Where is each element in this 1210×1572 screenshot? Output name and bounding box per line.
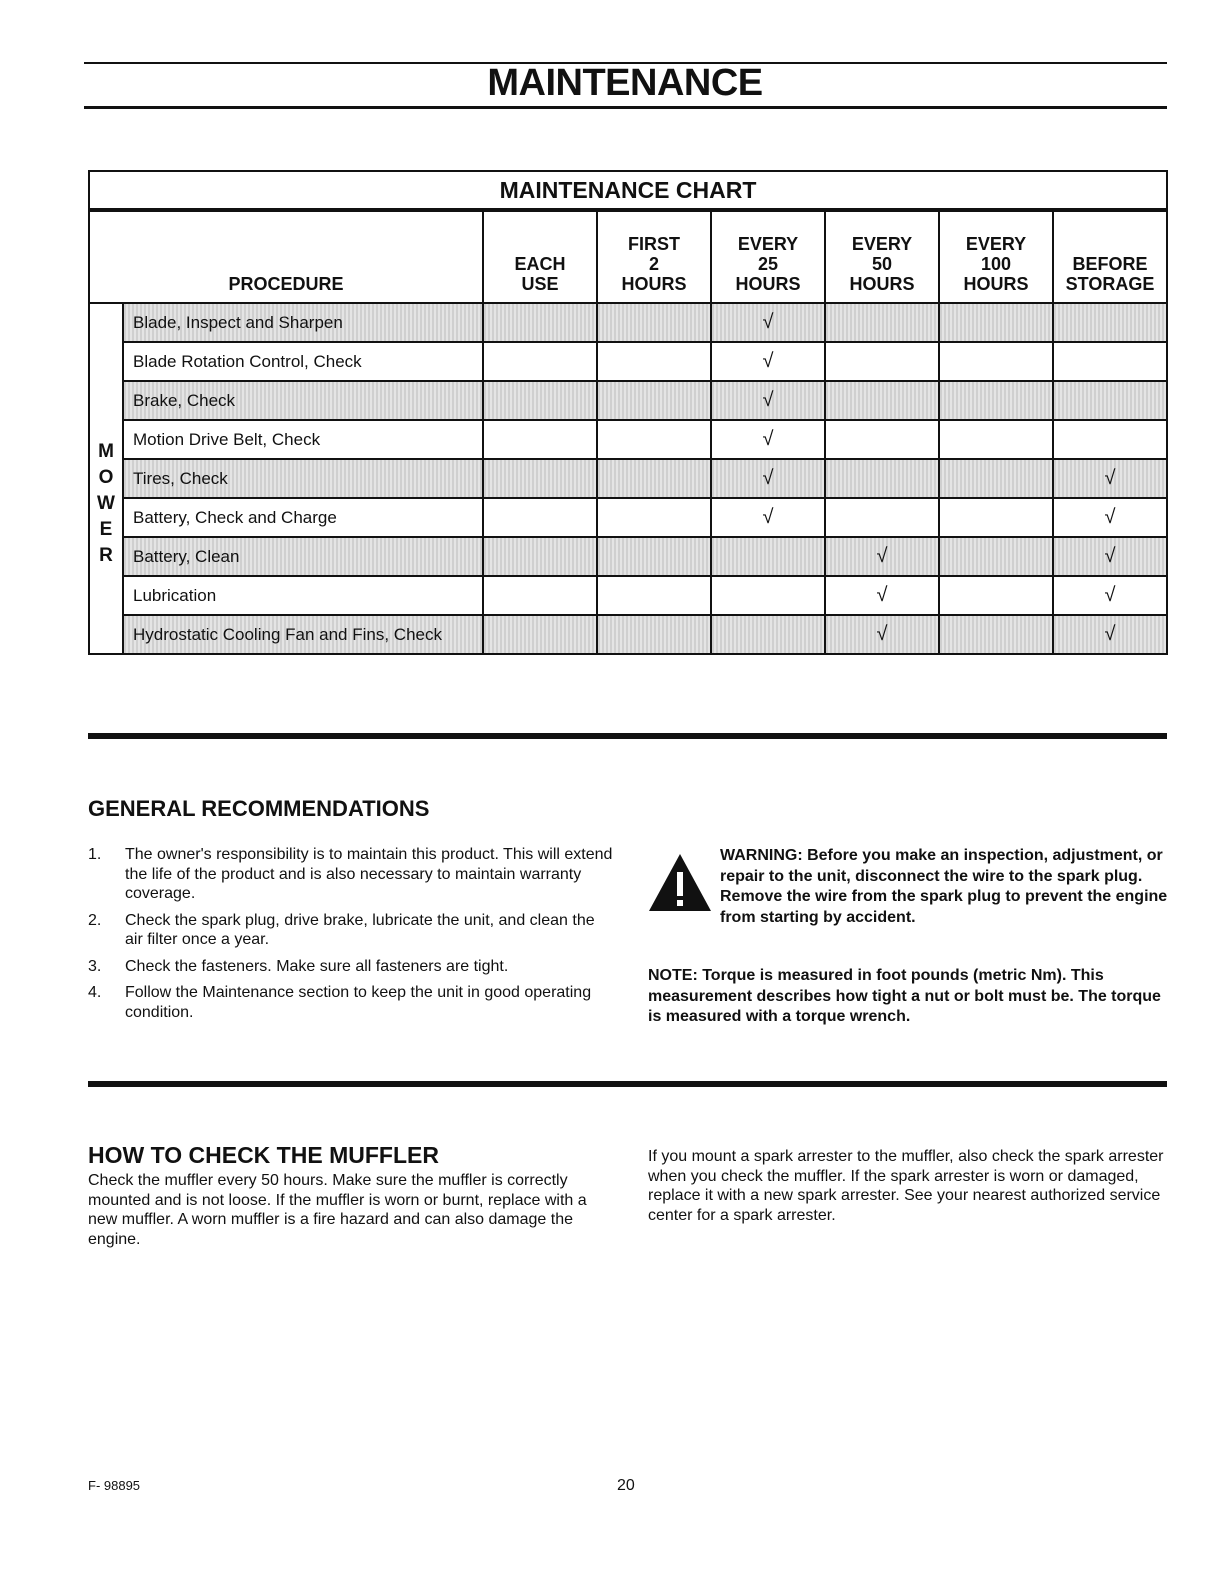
check-mark-cell — [483, 342, 597, 381]
item-text: Follow the Maintenance section to keep the unit in good operating condition. — [125, 984, 592, 1021]
column-header: EACH USE — [483, 210, 597, 303]
check-mark-cell — [939, 537, 1053, 576]
check-mark-cell: √ — [711, 498, 825, 537]
procedure-cell: Hydrostatic Cooling Fan and Fins, Check — [123, 615, 483, 654]
check-mark-cell: √ — [1053, 615, 1167, 654]
procedure-cell: Battery, Check and Charge — [123, 498, 483, 537]
check-mark-cell: √ — [1053, 537, 1167, 576]
item-text: Check the fasteners. Make sure all fasteners are tight. — [125, 957, 509, 975]
check-mark-cell — [825, 459, 939, 498]
chart-title: MAINTENANCE CHART — [89, 171, 1167, 210]
check-mark-cell: √ — [1053, 498, 1167, 537]
check-mark-cell — [483, 381, 597, 420]
check-mark-cell: √ — [711, 381, 825, 420]
procedure-cell: Blade, Inspect and Sharpen — [123, 303, 483, 342]
check-mark-cell: √ — [711, 459, 825, 498]
check-mark-cell — [711, 576, 825, 615]
muffler-text-left: Check the muffler every 50 hours. Make sure the muffler is correctly mounted and is not loose. If the muffler is worn or burnt, replace with a new muffler. A worn muffler is a fire hazard and can also damage the engine. — [88, 1172, 587, 1248]
item-number: 2. — [88, 911, 102, 929]
maintenance-chart — [88, 170, 1168, 655]
item-text: Check the spark plug, drive brake, lubricate the unit, and clean the air filter once a year. — [125, 911, 595, 948]
check-mark-cell — [597, 537, 711, 576]
table-row — [89, 303, 1167, 342]
check-mark-cell — [483, 615, 597, 654]
check-mark-cell — [1053, 303, 1167, 342]
torque-note: NOTE: Torque is measured in foot pounds (metric Nm). This measurement describes how tight a nut or bolt must be. The torque is measured with a torque wrench. — [648, 967, 1161, 1025]
check-mark-cell — [597, 381, 711, 420]
general-heading: GENERAL RECOMMENDATIONS — [88, 796, 430, 821]
check-mark-cell — [711, 537, 825, 576]
check-mark-cell — [825, 381, 939, 420]
list-item — [88, 911, 613, 950]
table-row — [89, 342, 1167, 381]
procedure-cell: Brake, Check — [123, 381, 483, 420]
section-rule-2 — [88, 1081, 1167, 1087]
section-rule — [88, 733, 1167, 739]
table-row — [89, 498, 1167, 537]
check-mark-cell: √ — [825, 537, 939, 576]
table-row — [89, 420, 1167, 459]
check-mark-cell — [597, 576, 711, 615]
procedure-cell: Battery, Clean — [123, 537, 483, 576]
check-mark-cell — [825, 498, 939, 537]
table-row — [89, 576, 1167, 615]
item-number: 4. — [88, 984, 102, 1001]
check-mark-cell — [939, 342, 1053, 381]
check-mark-cell: √ — [825, 576, 939, 615]
table-row — [89, 537, 1167, 576]
check-mark-cell — [597, 615, 711, 654]
procedure-cell: Motion Drive Belt, Check — [123, 420, 483, 459]
recommendations-list — [88, 845, 613, 1029]
check-mark-cell — [483, 537, 597, 576]
procedure-cell: Tires, Check — [123, 459, 483, 498]
muffler-heading: HOW TO CHECK THE MUFFLER — [88, 1142, 439, 1168]
check-mark-cell — [483, 303, 597, 342]
column-header: FIRST 2 HOURS — [597, 210, 711, 303]
table-row — [89, 381, 1167, 420]
check-mark-cell — [483, 459, 597, 498]
column-header: EVERY 25 HOURS — [711, 210, 825, 303]
check-mark-cell — [597, 459, 711, 498]
page-number: 20 — [617, 1477, 635, 1494]
column-header: EVERY 50 HOURS — [825, 210, 939, 303]
check-mark-cell — [939, 498, 1053, 537]
check-mark-cell — [939, 459, 1053, 498]
check-mark-cell — [483, 498, 597, 537]
item-number: 1. — [88, 846, 102, 863]
list-item — [88, 983, 613, 1022]
warning-triangle-icon — [648, 852, 712, 912]
check-mark-cell — [939, 381, 1053, 420]
check-mark-cell — [1053, 381, 1167, 420]
check-mark-cell — [939, 420, 1053, 459]
list-item — [88, 957, 613, 977]
check-mark-cell — [597, 342, 711, 381]
check-mark-cell — [483, 576, 597, 615]
check-mark-cell — [1053, 342, 1167, 381]
mower-group-label: M O W E R — [89, 303, 123, 654]
column-header: PROCEDURE — [89, 210, 483, 303]
check-mark-cell — [939, 615, 1053, 654]
check-mark-cell: √ — [711, 420, 825, 459]
check-mark-cell — [825, 342, 939, 381]
column-header: EVERY 100 HOURS — [939, 210, 1053, 303]
table-row — [89, 615, 1167, 654]
check-mark-cell: √ — [711, 303, 825, 342]
check-mark-cell: √ — [1053, 576, 1167, 615]
column-header: BEFORE STORAGE — [1053, 210, 1167, 303]
check-mark-cell: √ — [1053, 459, 1167, 498]
list-item — [88, 845, 613, 904]
check-mark-cell — [597, 303, 711, 342]
check-mark-cell — [1053, 420, 1167, 459]
muffler-text-right: If you mount a spark arrester to the muffler, also check the spark arrester when you check the muffler. If the spark arrester is worn or damaged, replace it with a new spark arrester. See your nearest authorized service center for a spark arrester. — [648, 1148, 1164, 1224]
check-mark-cell — [597, 420, 711, 459]
check-mark-cell: √ — [711, 342, 825, 381]
check-mark-cell — [711, 615, 825, 654]
check-mark-cell — [597, 498, 711, 537]
item-number: 3. — [88, 957, 102, 975]
procedure-cell: Blade Rotation Control, Check — [123, 342, 483, 381]
procedure-cell: Lubrication — [123, 576, 483, 615]
check-mark-cell: √ — [825, 615, 939, 654]
check-mark-cell — [939, 303, 1053, 342]
page-title: MAINTENANCE — [487, 62, 763, 104]
check-mark-cell — [825, 303, 939, 342]
warning-text: WARNING: Before you make an inspection, adjustment, or repair to the unit, disconnect the wire to the spark plug. Remove the wire from the spark plug to prevent the engine from starting by accident. — [720, 847, 1168, 926]
table-row — [89, 459, 1167, 498]
check-mark-cell — [825, 420, 939, 459]
check-mark-cell — [939, 576, 1053, 615]
document-code: F- 98895 — [88, 1478, 141, 1493]
title-rule — [84, 106, 1167, 109]
item-text: The owner's responsibility is to maintain this product. This will extend the life of the product and is also necessary to maintain warranty coverage. — [125, 846, 613, 902]
check-mark-cell — [483, 420, 597, 459]
